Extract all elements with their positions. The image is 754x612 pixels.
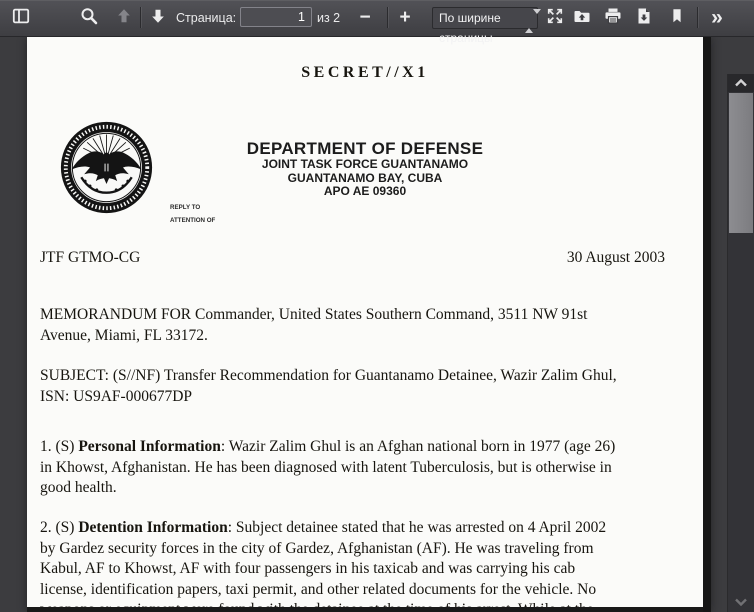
reply-to-line: REPLY TO [170,204,201,211]
document-page [27,37,711,612]
zoom-mode-value: По ширине страницы [439,11,501,45]
paragraph-line: 2. (S) Detention Information: Subject detainee stated that he was arrested on 4 April 2002 [40,519,607,536]
paragraph-heading: Detention Information [78,519,228,536]
paragraph-line: 1. (S) Personal Information: Wazir Zalim Ghul is an Afghan national born in 1977 (age 26) [40,438,616,455]
memo-line: Avenue, Miami, FL 33172. [40,326,208,344]
document-date: 30 August 2003 [566,249,665,266]
scroll-down-button[interactable] [728,594,754,610]
chevron-down-icon [734,593,748,611]
download-button[interactable] [631,5,657,31]
zoom-out-button[interactable]: − [359,7,371,28]
zoom-in-button[interactable]: + [399,7,411,28]
scroll-up-button[interactable] [728,74,754,92]
subject-block [40,366,703,407]
paragraph-personal-information [40,437,703,499]
page-number-input[interactable] [240,7,312,27]
paragraph-line: Kabul, AF to Khowst, AF with four passengers in his taxicab and was carrying his cab [40,560,576,577]
office-symbol: JTF GTMO-CG [40,249,141,266]
memorandum-for-block [40,305,703,346]
paragraph-heading: Personal Information [78,438,221,455]
office-date-row [40,249,665,267]
document-download-icon [634,6,654,31]
more-tools-button[interactable]: » [711,6,723,29]
toolbar-separator [697,7,698,28]
classification-header: SECRET//X1 [301,64,429,81]
letterhead [27,139,703,199]
pdf-viewer-area [0,37,754,612]
scan-bottom-edge [27,607,703,612]
toolbar-separator [140,7,141,28]
page-label: Страница: [176,11,237,25]
search-icon [79,6,99,31]
arrow-up-icon [115,7,133,30]
toggle-sidebar-button[interactable] [8,5,34,31]
bookmark-button[interactable] [664,5,690,31]
letterhead-line: APO AE 09360 [323,184,407,198]
page-total-label: из 2 [317,11,341,25]
reply-to-line: ATTENTION OF [170,217,216,224]
paragraph-line: by Gardez security forces in the city of Gardez, Afghanistan (AF). He was traveling from [40,539,594,557]
memo-line: MEMORANDUM FOR Commander, United States Southern Command, 3511 NW 91st [40,306,588,323]
letterhead-line: JOINT TASK FORCE GUANTANAMO [261,157,469,171]
previous-page-button[interactable] [111,5,137,31]
find-button[interactable] [76,5,102,31]
reply-to-block [170,201,215,227]
subject-line: SUBJECT: (S//NF) Transfer Recommendation for Guantanamo Detainee, Wazir Zalim Ghul, [40,367,617,384]
letterhead-line: DEPARTMENT OF DEFENSE [246,139,484,158]
sidebar-icon [11,6,31,31]
pdf-viewer-toolbar [0,0,754,45]
printer-icon [603,6,623,31]
next-page-button[interactable] [145,5,171,31]
fullscreen-arrows-icon [546,7,564,30]
paragraph-line: good health. [40,479,117,496]
paragraph-detention-information [40,518,703,612]
zoom-mode-select[interactable] [432,7,538,45]
arrow-down-icon [149,7,167,30]
letterhead-line: GUANTANAMO BAY, CUBA [287,170,443,185]
scrollbar-thumb[interactable] [729,93,753,233]
print-button[interactable] [600,5,626,31]
folder-upload-icon [572,6,592,31]
paragraph-line: license, identification papers, taxi permit, and other related documents for the vehicle. No [40,580,597,598]
open-file-button[interactable] [569,5,595,31]
subject-line: ISN: US9AF-000677DP [40,387,193,405]
select-spinner-icon [525,11,534,25]
chevron-up-icon [734,74,748,92]
bookmark-icon [668,7,686,30]
presentation-mode-button[interactable] [542,5,568,31]
toolbar-separator [387,7,388,28]
paragraph-line: in Khowst, Afghanistan. He has been diagnosed with latent Tuberculosis, but is otherwise in [40,458,612,476]
vertical-scrollbar[interactable] [727,74,754,612]
